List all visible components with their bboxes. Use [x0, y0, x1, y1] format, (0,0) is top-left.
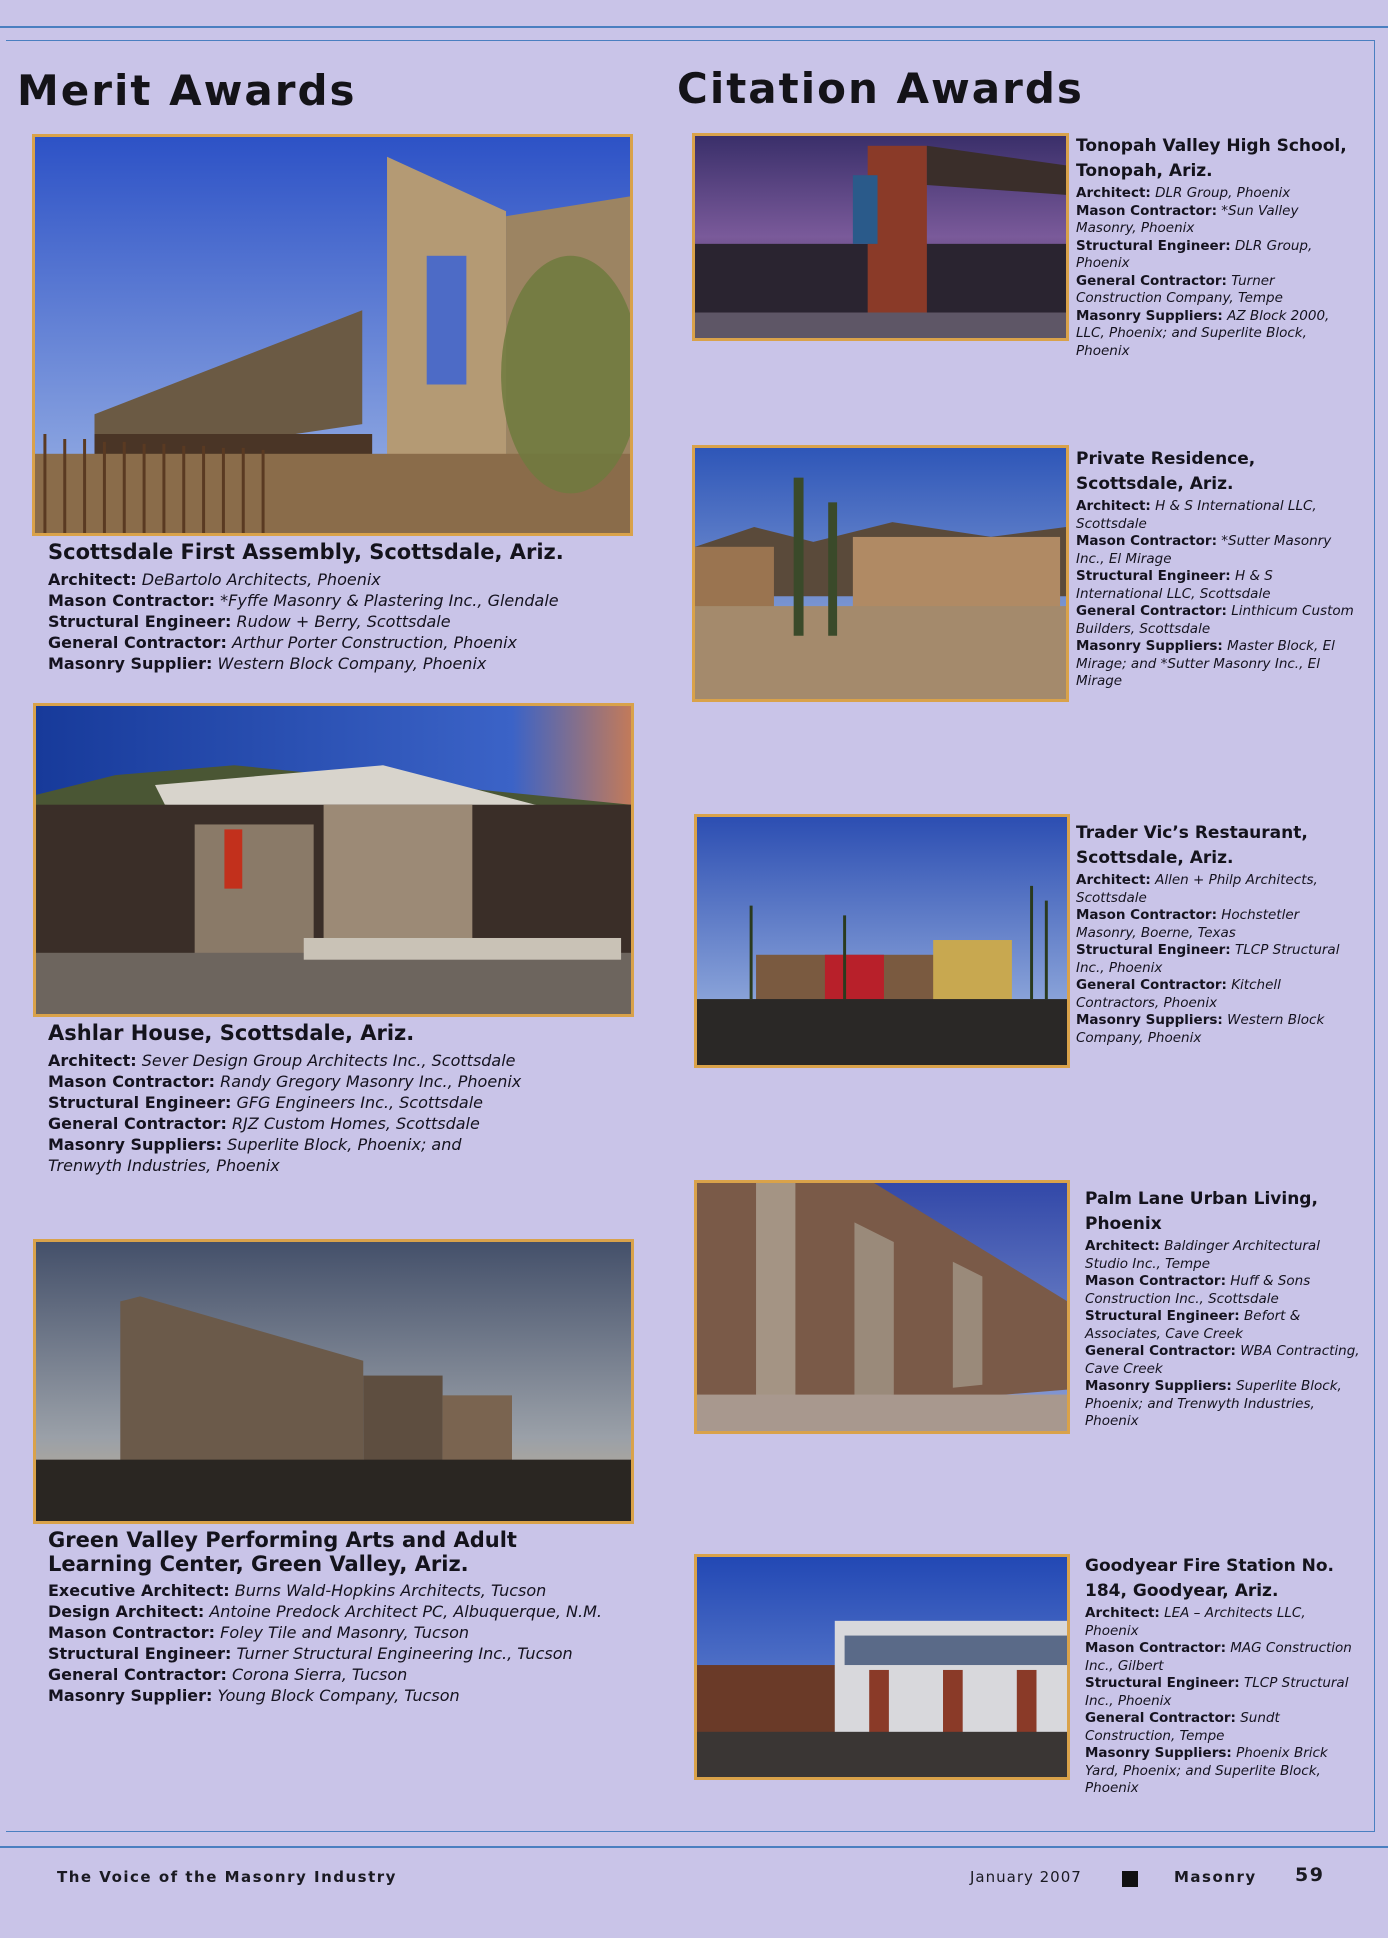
credit-line: Mason Contractor: MAG Construction Inc., Gilbert [1085, 1640, 1352, 1674]
credit-line: Architect: DeBartolo Architects, Phoenix [48, 570, 381, 589]
project-title: Palm Lane Urban Living, Phoenix [1085, 1189, 1318, 1234]
project-title: Goodyear Fire Station No. 184, Goodyear, Ariz. [1085, 1556, 1334, 1601]
credit-line: Executive Architect: Burns Wald-Hopkins Architects, Tucson [48, 1581, 547, 1600]
caption-trader-vics-restaurant [1076, 821, 1356, 1047]
credit-line: Masonry Supplier: Young Block Company, Tucson [48, 1686, 460, 1705]
credit-line: General Contractor: Arthur Porter Construction, Phoenix [48, 633, 517, 652]
credit-line: General Contractor: Sundt Construction, Tempe [1085, 1710, 1280, 1744]
credit-line: General Contractor: Linthicum Custom Builders, Scottsdale [1076, 603, 1354, 637]
credit-line: General Contractor: Turner Construction Company, Tempe [1076, 272, 1283, 306]
credit-line: General Contractor: WBA Contracting, Cave Creek [1085, 1343, 1360, 1377]
merit-awards-heading: Merit Awards [17, 66, 357, 115]
credit-line: Structural Engineer: DLR Group, Phoenix [1076, 237, 1313, 271]
project-title: Ashlar House, Scottsdale, Ariz. [48, 1021, 415, 1045]
footer-magazine: Masonry [1174, 1868, 1257, 1886]
credit-line: Structural Engineer: Befort & Associates, Cave Creek [1085, 1308, 1301, 1342]
credit-line: Masonry Suppliers: Phoenix Brick Yard, Phoenix; and Superlite Block, Phoenix [1085, 1745, 1328, 1796]
credit-line: Architect: DLR Group, Phoenix [1076, 185, 1291, 201]
credit-line: General Contractor: RJZ Custom Homes, Scottsdale [48, 1114, 480, 1133]
photo-scottsdale-first-assembly [32, 134, 633, 536]
caption-green-valley-arts-center [48, 1528, 628, 1706]
credit-line: Architect: Allen + Philp Architects, Scottsdale [1076, 872, 1318, 906]
credit-line: Structural Engineer: GFG Engineers Inc., Scottsdale [48, 1093, 484, 1112]
credit-line: Structural Engineer: H & S International LLC, Scottsdale [1076, 568, 1273, 602]
project-title: Scottsdale First Assembly, Scottsdale, Ariz. [48, 540, 564, 564]
credit-line: Structural Engineer: Rudow + Berry, Scottsdale [48, 612, 451, 631]
photo-palm-lane-urban-living [694, 1180, 1070, 1434]
credit-line: Masonry Suppliers: Western Block Company, Phoenix [1076, 1012, 1325, 1046]
credit-line: Mason Contractor: Hochstetler Masonry, Boerne, Texas [1076, 907, 1300, 941]
credit-line: General Contractor: Corona Sierra, Tucson [48, 1665, 408, 1684]
photo-green-valley-arts-center [33, 1239, 634, 1524]
project-title: Private Residence, Scottsdale, Ariz. [1076, 449, 1256, 494]
photo-trader-vics-restaurant [694, 814, 1070, 1068]
credit-line: Design Architect: Antoine Predock Architect PC, Albuquerque, N.M. [48, 1602, 602, 1621]
photo-tonopah-valley-high-school [692, 133, 1069, 341]
credit-line: Masonry Supplier: Western Block Company, Phoenix [48, 654, 487, 673]
credit-line: Masonry Suppliers: Master Block, El Mirage; and *Sutter Masonry Inc., El Mirage [1076, 638, 1335, 689]
credit-line: Structural Engineer: TLCP Structural Inc., Phoenix [1085, 1675, 1349, 1709]
credit-line: Structural Engineer: TLCP Structural Inc., Phoenix [1076, 942, 1340, 976]
top-rule [0, 26, 1388, 28]
credit-line: Masonry Suppliers: Superlite Block, Phoenix; and Trenwyth Industries, Phoenix [48, 1135, 462, 1175]
credit-line: Architect: H & S International LLC, Scottsdale [1076, 498, 1317, 532]
credit-line: Mason Contractor: *Sutter Masonry Inc., El Mirage [1076, 533, 1332, 567]
credit-line: Architect: Baldinger Architectural Studio Inc., Tempe [1085, 1238, 1320, 1272]
credit-line: Mason Contractor: Randy Gregory Masonry Inc., Phoenix [48, 1072, 522, 1091]
caption-palm-lane-urban-living [1085, 1187, 1363, 1431]
photo-private-residence [692, 445, 1069, 702]
credit-line: Mason Contractor: Foley Tile and Masonry, Tucson [48, 1623, 470, 1642]
photo-ashlar-house [33, 703, 634, 1017]
credit-line: Mason Contractor: Huff & Sons Construction Inc., Scottsdale [1085, 1273, 1311, 1307]
project-title: Green Valley Performing Arts and Adult Learning Center, Green Valley, Ariz. [48, 1528, 517, 1576]
credit-line: General Contractor: Kitchell Contractors, Phoenix [1076, 977, 1281, 1011]
footer-square-icon [1122, 1871, 1138, 1887]
credit-line: Architect: LEA – Architects LLC, Phoenix [1085, 1605, 1306, 1639]
project-title: Tonopah Valley High School, Tonopah, Ariz. [1076, 136, 1347, 181]
project-title: Trader Vic’s Restaurant, Scottsdale, Ariz. [1076, 823, 1308, 868]
footer-tagline: The Voice of the Masonry Industry [57, 1868, 397, 1886]
page-number: 59 [1295, 1864, 1325, 1886]
credit-line: Masonry Suppliers: Superlite Block, Phoenix; and Trenwyth Industries, Phoenix [1085, 1378, 1342, 1429]
caption-tonopah-valley-high-school [1076, 134, 1356, 360]
credit-line: Architect: Sever Design Group Architects Inc., Scottsdale [48, 1051, 516, 1070]
credit-line: Mason Contractor: *Fyffe Masonry & Plastering Inc., Glendale [48, 591, 559, 610]
credit-line: Structural Engineer: Turner Structural Engineering Inc., Tucson [48, 1644, 573, 1663]
credit-line: Mason Contractor: *Sun Valley Masonry, Phoenix [1076, 202, 1299, 236]
footer-date: January 2007 [970, 1868, 1082, 1886]
caption-goodyear-fire-station [1085, 1554, 1363, 1798]
photo-goodyear-fire-station [694, 1554, 1070, 1780]
bottom-rule [0, 1846, 1388, 1848]
caption-scottsdale-first-assembly [48, 539, 628, 674]
citation-awards-heading: Citation Awards [677, 64, 1084, 113]
credit-line: Masonry Suppliers: AZ Block 2000, LLC, Phoenix; and Superlite Block, Phoenix [1076, 307, 1330, 359]
caption-private-residence [1076, 447, 1356, 691]
caption-ashlar-house [48, 1020, 528, 1176]
